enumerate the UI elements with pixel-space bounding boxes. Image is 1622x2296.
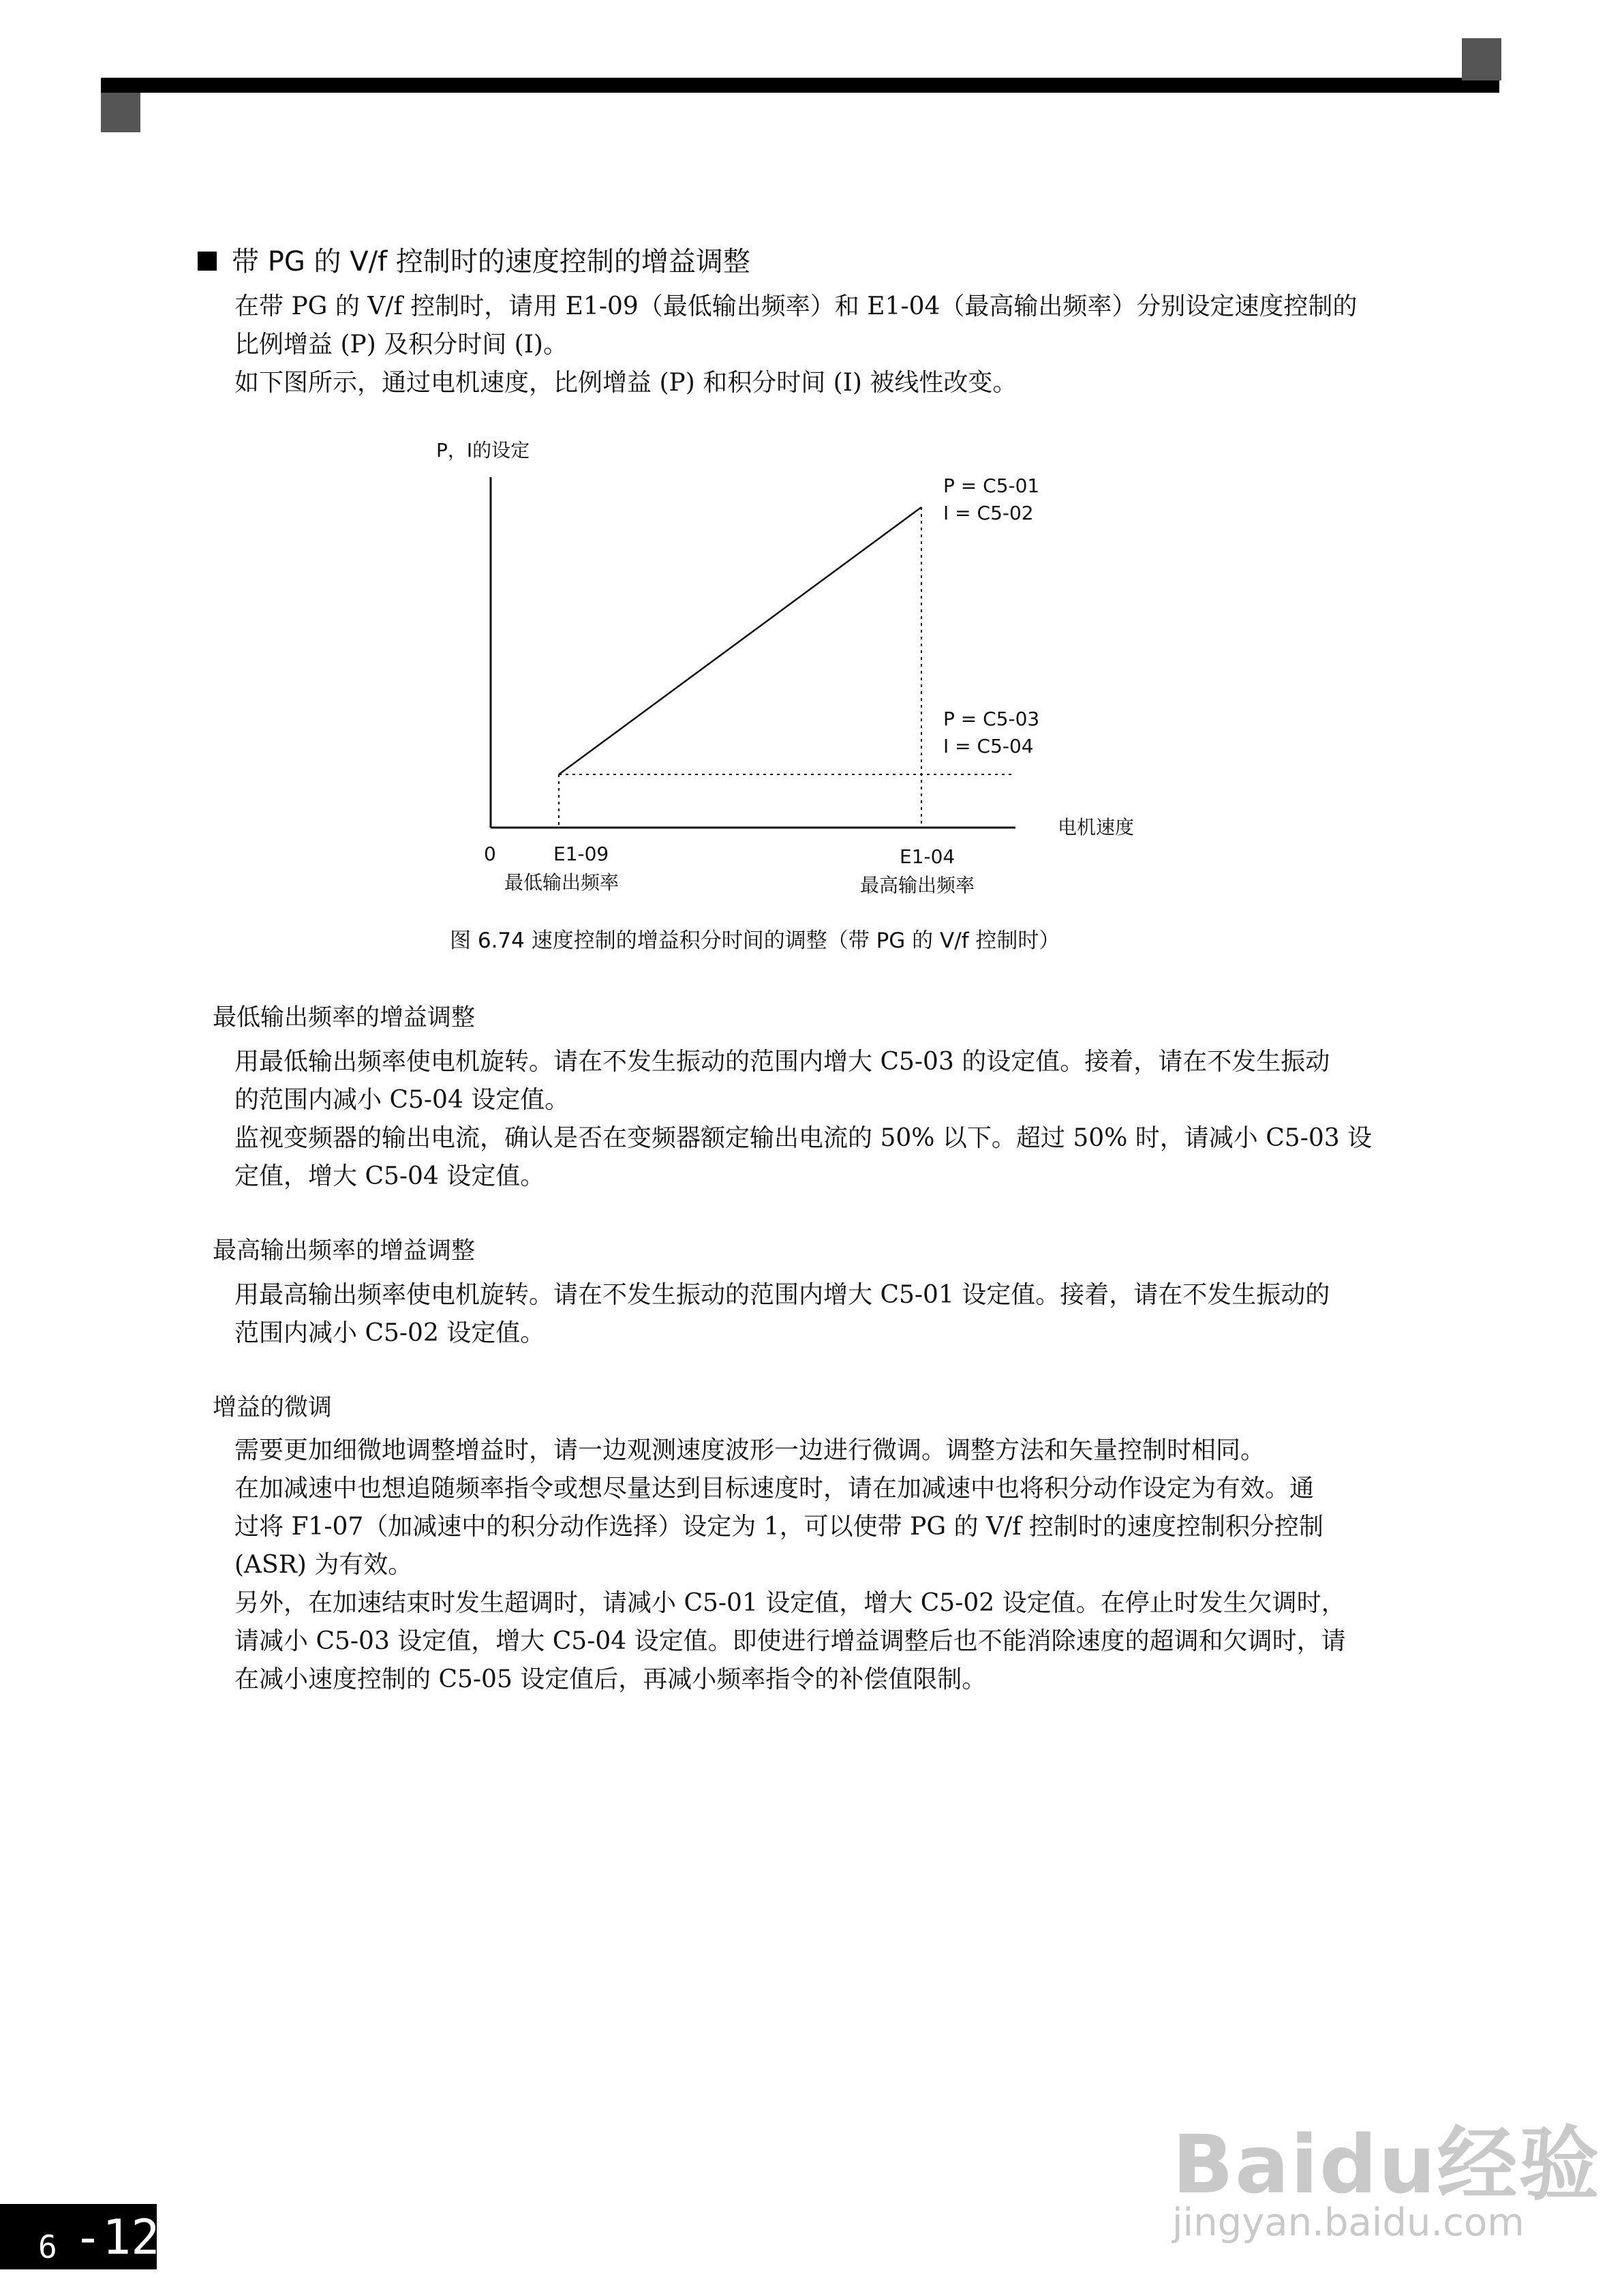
figure-caption: 图 6.74 速度控制的增益积分时间的调整（带 PG 的 V/f 控制时） <box>450 928 1060 953</box>
text-line: 定值，增大 C5-04 设定值。 <box>234 1162 545 1190</box>
text-line: 过将 F1-07（加减速中的积分动作选择）设定为 1，可以使带 PG 的 V/f 控制时的速度控制积分控制 <box>234 1513 1323 1541</box>
intro-paragraph <box>234 288 1357 402</box>
min-freq-heading: 最低输出频率的增益调整 <box>213 1004 476 1031</box>
text-line: 需要更加细微地调整增益时，请一边观测速度波形一边进行微调。调整方法和矢量控制时相同。 <box>234 1436 1266 1464</box>
watermark <box>1159 2100 1601 2256</box>
watermark-url: jingyan.baidu.com <box>1172 2201 1525 2245</box>
x1-name-label: 最低输出频率 <box>504 871 619 894</box>
page-number: -126 <box>74 2209 189 2265</box>
section-title <box>198 244 750 280</box>
text-line: 用最高输出频率使电机旋转。请在不发生振动的范围内增大 C5-01 设定值。接着，请在不发生振动的 <box>234 1281 1330 1309</box>
text-line: 在带 PG 的 V/f 控制时，请用 E1-09（最低输出频率）和 E1-04（最高输出频率）分别设定速度控制的 <box>234 292 1358 320</box>
page-chapter: 6 <box>38 2229 57 2265</box>
x-axis-label: 电机速度 <box>1058 816 1135 839</box>
text-line: 比例增益 (P) 及积分时间 (I)。 <box>234 331 568 359</box>
watermark-brand: Baidu经验 <box>1172 2117 1601 2211</box>
y-axis-label: P，I的设定 <box>436 439 530 462</box>
upper-i-label: I = C5-02 <box>943 502 1034 524</box>
gain-adjustment-figure <box>382 429 1172 920</box>
gain-line <box>559 507 921 774</box>
fine-tune-paragraph <box>234 1432 1346 1699</box>
x2-name-label: 最高输出频率 <box>860 874 975 896</box>
min-freq-paragraph <box>234 1043 1372 1196</box>
fine-tune-heading: 增益的微调 <box>213 1394 333 1421</box>
header-rule <box>101 78 1499 93</box>
upper-p-label: P = C5-01 <box>943 474 1040 497</box>
max-freq-heading: 最高输出频率的增益调整 <box>213 1237 476 1265</box>
text-line: (ASR) 为有效。 <box>234 1551 413 1579</box>
text-line: 如下图所示，通过电机速度，比例增益 (P) 和积分时间 (I) 被线性改变。 <box>234 369 1017 397</box>
text-line: 范围内减小 C5-02 设定值。 <box>234 1319 545 1347</box>
text-line: 在加减速中也想追随频率指令或想尽量达到目标速度时，请在加减速中也将积分动作设定为有效。通 <box>234 1475 1315 1502</box>
text-line: 用最低输出频率使电机旋转。请在不发生振动的范围内增大 C5-03 的设定值。接着，请在不发生振动 <box>234 1048 1330 1076</box>
origin-label: 0 <box>484 843 496 865</box>
text-line: 另外，在加速结束时发生超调时，请减小 C5-01 设定值，增大 C5-02 设定值。在停止时发生欠调时， <box>234 1589 1346 1617</box>
x1-code-label: E1-09 <box>553 843 609 865</box>
text-line: 在减小速度控制的 C5-05 设定值后，再减小频率指令的补偿值限制。 <box>234 1665 987 1693</box>
max-freq-paragraph <box>234 1276 1330 1353</box>
text-line: 的范围内减小 C5-04 设定值。 <box>234 1086 570 1114</box>
lower-i-label: I = C5-04 <box>943 735 1034 757</box>
section-title-text: 带 PG 的 V/f 控制时的速度控制的增益调整 <box>232 246 750 277</box>
page-number-box <box>0 2204 189 2269</box>
text-line: 请减小 C5-03 设定值，增大 C5-04 设定值。即使进行增益调整后也不能消除速度的超调和欠调时，请 <box>234 1627 1346 1655</box>
lower-p-label: P = C5-03 <box>943 708 1040 730</box>
square-bullet-icon <box>198 252 217 271</box>
text-line: 监视变频器的输出电流，确认是否在变频器额定输出电流的 50% 以下。超过 50% 时，请减小 C5-03 设 <box>234 1124 1373 1152</box>
x2-code-label: E1-04 <box>900 845 955 868</box>
header-tab-marker <box>1462 38 1501 80</box>
header-corner-marker <box>101 93 140 132</box>
